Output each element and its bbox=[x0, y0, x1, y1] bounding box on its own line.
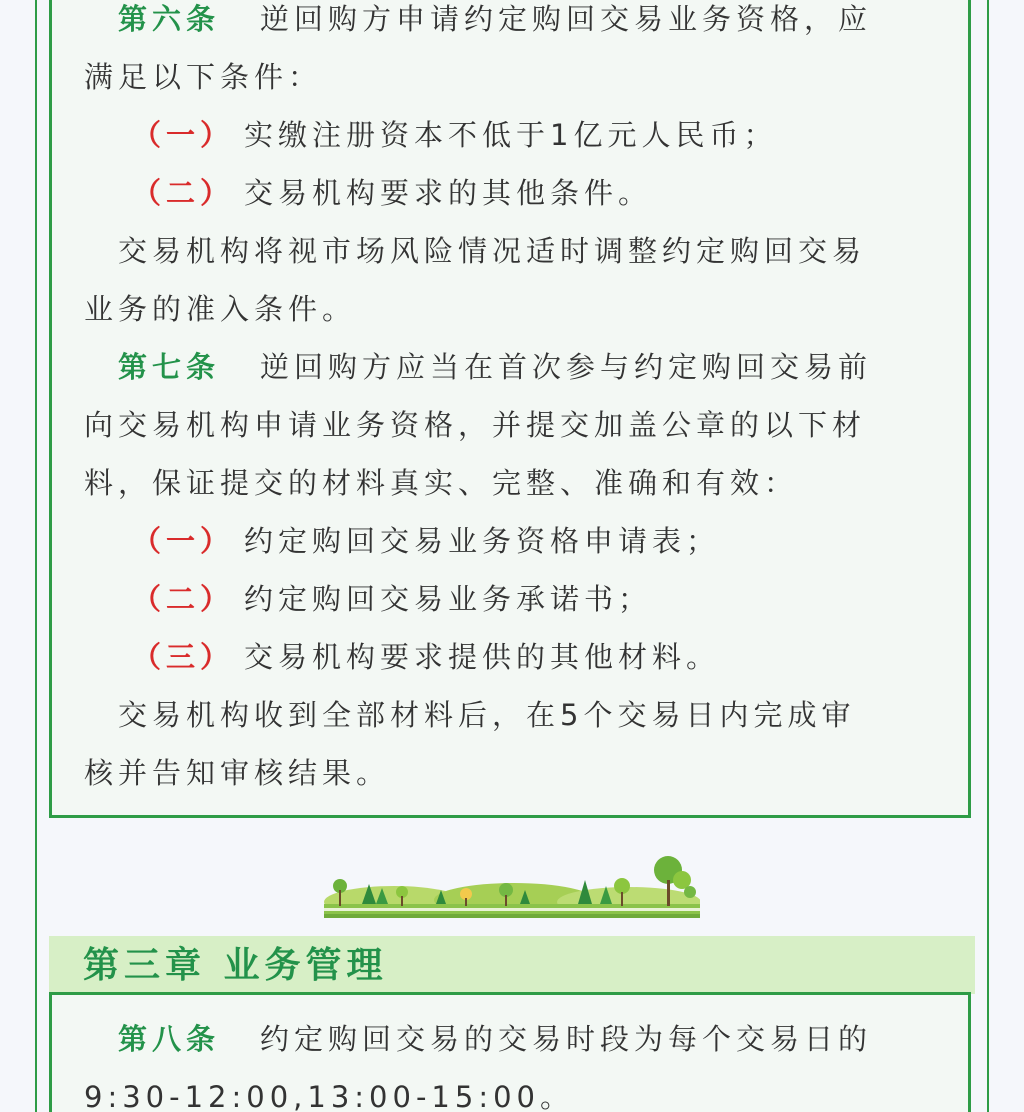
article-8-text-1: 约定购回交易的交易时段为每个交易日的 bbox=[260, 1022, 873, 1056]
item-number: （三） bbox=[132, 640, 235, 674]
article-6-block bbox=[84, 0, 946, 338]
article-7-item-3 bbox=[84, 628, 946, 686]
item-text: 实缴注册资本不低于1亿元人民币； bbox=[244, 118, 778, 152]
article-8-line-1 bbox=[84, 1010, 946, 1068]
chapter-title: 第三章 业务管理 bbox=[83, 945, 388, 986]
right-border-line bbox=[987, 0, 989, 1112]
article-7-para-2: 核并告知审核结果。 bbox=[84, 756, 391, 790]
article-6-text-1: 逆回购方申请约定购回交易业务资格，应 bbox=[260, 2, 873, 36]
article-7-para-1: 交易机构收到全部材料后，在5个交易日内完成审 bbox=[118, 698, 856, 732]
item-number: （二） bbox=[132, 176, 235, 210]
chapter-header bbox=[49, 936, 975, 994]
article-7-block bbox=[84, 338, 946, 802]
article-6-para-2: 业务的准入条件。 bbox=[84, 292, 357, 326]
article-7-line-3: 料，保证提交的材料真实、完整、准确和有效： bbox=[84, 466, 799, 500]
item-text: 交易机构要求提供的其他材料。 bbox=[244, 640, 721, 674]
landscape-decoration bbox=[324, 852, 700, 918]
item-text: 约定购回交易业务资格申请表； bbox=[244, 524, 721, 558]
article-7-item-2 bbox=[84, 570, 946, 628]
article-6-line-1 bbox=[84, 0, 946, 48]
item-text: 交易机构要求的其他条件。 bbox=[244, 176, 653, 210]
left-border-line bbox=[35, 0, 37, 1112]
article-7-title: 第七条 bbox=[118, 350, 221, 384]
item-number: （一） bbox=[132, 118, 235, 152]
article-7-item-1 bbox=[84, 512, 946, 570]
article-8-block bbox=[84, 1010, 946, 1112]
article-7-line-2: 向交易机构申请业务资格，并提交加盖公章的以下材 bbox=[84, 408, 867, 442]
article-6-item-2 bbox=[84, 164, 946, 222]
article-6-item-1 bbox=[84, 106, 946, 164]
item-number: （一） bbox=[132, 524, 235, 558]
article-6-title: 第六条 bbox=[118, 2, 221, 36]
article-7-line-1 bbox=[84, 338, 946, 396]
article-7-text-1: 逆回购方应当在首次参与约定购回交易前 bbox=[260, 350, 873, 384]
article-8-title: 第八条 bbox=[118, 1022, 221, 1056]
article-8-line-2: 9:30-12:00,13:00-15:00。 bbox=[84, 1080, 574, 1112]
item-text: 约定购回交易业务承诺书； bbox=[244, 582, 653, 616]
item-number: （二） bbox=[132, 582, 235, 616]
article-6-line-2: 满足以下条件： bbox=[84, 60, 323, 94]
article-6-para-1: 交易机构将视市场风险情况适时调整约定购回交易 bbox=[118, 234, 867, 268]
